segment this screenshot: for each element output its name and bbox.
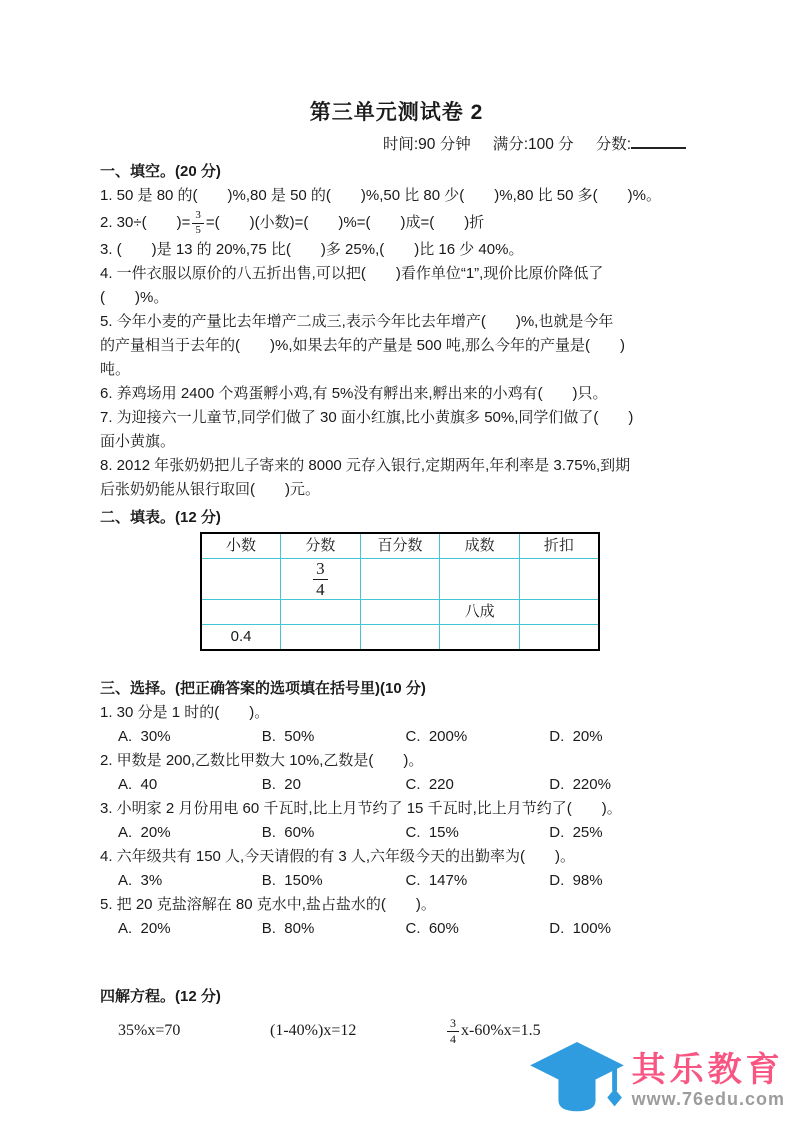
site-url: www.76edu.com — [631, 1089, 785, 1109]
choice-question-text: 3. 小明家 2 月份用电 60 千瓦时,比上月节约了 15 千瓦时,比上月节约了( )。 — [100, 800, 622, 818]
choice-question-text: 1. 30 分是 1 时的( )。 — [100, 704, 270, 722]
choice-options — [100, 917, 693, 941]
choice-options — [100, 773, 693, 797]
choice-option-d: D. 100% — [549, 920, 611, 938]
time-label: 时间:90 分钟 — [382, 136, 471, 153]
fill-question-4: 4. 一件衣服以原价的八五折出售,可以把( )看作单位“1”,现价比原价降低了 ( )%。 — [100, 265, 604, 307]
table-cell — [201, 600, 281, 625]
choice-option-d: D. 20% — [549, 728, 603, 746]
table-header-row — [201, 533, 599, 559]
choice-question-3 — [100, 797, 693, 845]
choice-option-d: D. 25% — [549, 824, 603, 842]
table-cell — [281, 600, 361, 625]
section-solve-heading: 四解方程。(12 分) — [100, 988, 221, 1006]
fill-question-3: 3. ( )是 13 的 20%,75 比( )多 25%,( )比 16 少 40%。 — [100, 241, 524, 259]
table-header-percent: 百分数 — [360, 533, 440, 559]
section-table-heading: 二、填表。(12 分) — [100, 509, 221, 527]
choice-question-2 — [100, 749, 693, 797]
choice-question-1 — [100, 701, 693, 749]
choice-option-b: B. 60% — [261, 824, 315, 842]
choice-question-5 — [100, 893, 693, 941]
graduation-cap-icon — [528, 1040, 626, 1120]
choice-option-d: D. 98% — [549, 872, 603, 890]
page-title: 第三单元测试卷 2 — [309, 101, 484, 124]
score-blank-line — [631, 135, 686, 149]
table-header-decimal: 小数 — [201, 533, 281, 559]
site-logo — [528, 1040, 785, 1120]
score-label: 分数: — [595, 136, 631, 153]
fill-question-7: 7. 为迎接六一儿童节,同学们做了 30 面小红旗,比小黄旗多 50%,同学们做了( ) 面小黄旗。 — [100, 409, 634, 451]
full-score-label: 满分:100 分 — [492, 136, 574, 153]
fraction-three-quarters: $\frac{3}{4}$ — [313, 560, 328, 599]
logo-text — [632, 1051, 785, 1109]
equation-3: $\frac{3}{4}$ x-60%x=1.5 — [445, 1017, 693, 1045]
choice-options — [100, 821, 693, 845]
choice-option-c: C. 147% — [405, 872, 468, 890]
conversion-table — [200, 532, 600, 651]
table-header-chengshu: 成数 — [440, 533, 520, 559]
section-choice-heading: 三、选择。(把正确答案的选项填在括号里)(10 分) — [100, 680, 426, 698]
table-cell — [440, 625, 520, 651]
choice-option-c: C. 60% — [405, 920, 459, 938]
table-cell — [281, 559, 361, 600]
brand-name: 其乐教育 — [631, 1051, 784, 1089]
choice-option-c: C. 220 — [405, 776, 454, 794]
table-cell — [519, 600, 599, 625]
fill-question-2 — [100, 210, 693, 236]
table-cell — [360, 625, 440, 651]
choice-question-text: 2. 甲数是 200,乙数比甲数大 10%,乙数是( )。 — [100, 752, 424, 770]
equation-1: 35%x=70 — [118, 1022, 181, 1040]
table-cell — [519, 559, 599, 600]
table-row — [201, 559, 599, 600]
table-cell — [440, 559, 520, 600]
fill-question-2-suffix: =( )(小数)=( )%=( )成=( )折 — [205, 214, 485, 232]
choice-question-text: 4. 六年级共有 150 人,今天请假的有 3 人,六年级今天的出勤率为( )。 — [100, 848, 576, 866]
table-cell: 八成 — [440, 600, 520, 625]
choice-option-c: C. 15% — [405, 824, 459, 842]
fraction-three-quarters: $\frac{3}{4}$ — [447, 1017, 459, 1045]
choice-option-a: A. 20% — [118, 824, 171, 842]
fill-question-2-prefix: 2. 30÷( )= — [100, 214, 191, 232]
table-cell: 0.4 — [201, 625, 281, 651]
choice-option-d: D. 220% — [549, 776, 611, 794]
section-fill-heading: 一、填空。(20 分) — [100, 163, 221, 180]
choice-options — [100, 869, 693, 893]
fill-question-6: 6. 养鸡场用 2400 个鸡蛋孵小鸡,有 5%没有孵出来,孵出来的小鸡有( )只。 — [100, 385, 608, 403]
choice-option-b: B. 20 — [261, 776, 301, 794]
fill-question-1: 1. 50 是 80 的( )%,80 是 50 的( )%,50 比 80 少( )%,80 比 50 多( )%。 — [100, 187, 661, 204]
paper-body — [100, 160, 693, 1045]
table-header-fraction: 分数 — [281, 533, 361, 559]
table-cell — [519, 625, 599, 651]
fill-question-5: 5. 今年小麦的产量比去年增产二成三,表示今年比去年增产( )%,也就是今年 的产量相当于去年的( )%,如果去年的产量是 500 吨,那么今年的产量是( ) 吨。 — [100, 313, 626, 379]
table-cell — [360, 559, 440, 600]
table-row — [201, 600, 599, 625]
table-cell — [201, 559, 281, 600]
table-header-discount: 折扣 — [519, 533, 599, 559]
choice-option-a: A. 40 — [118, 776, 158, 794]
fill-question-8: 8. 2012 年张奶奶把儿子寄来的 8000 元存入银行,定期两年,年利率是 3.75%,到期 后张奶奶能从银行取回( )元。 — [100, 457, 631, 499]
choice-option-b: B. 80% — [261, 920, 315, 938]
choice-option-b: B. 50% — [261, 728, 315, 746]
exam-info — [0, 134, 686, 156]
choice-option-a: A. 20% — [118, 920, 171, 938]
choice-question-text: 5. 把 20 克盐溶解在 80 克水中,盐占盐水的( )。 — [100, 896, 436, 914]
table-cell — [360, 600, 440, 625]
fraction-three-fifths: $\frac{3}{5}$ — [192, 210, 204, 236]
choice-option-a: A. 3% — [118, 872, 163, 890]
choice-option-c: C. 200% — [405, 728, 468, 746]
choice-question-4 — [100, 845, 693, 893]
table-cell — [281, 625, 361, 651]
choice-options — [100, 725, 693, 749]
choice-option-b: B. 150% — [261, 872, 323, 890]
table-row — [201, 625, 599, 651]
choice-option-a: A. 30% — [118, 728, 171, 746]
equation-2: (1-40%)x=12 — [270, 1022, 357, 1040]
